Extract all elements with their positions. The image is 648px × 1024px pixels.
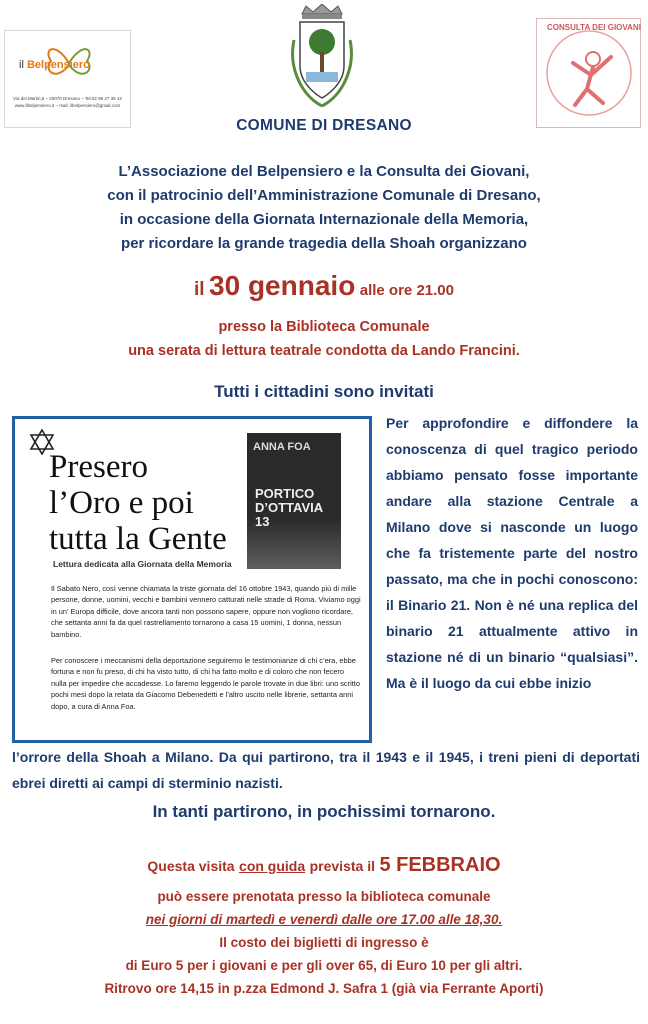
event-date: 30 gennaio [209,270,356,301]
invite-heading: Tutti i cittadini sono invitati [214,382,434,401]
tagline: In tanti partirono, in pochissimi tornarono. [152,802,496,821]
visit-line-1: può essere prenotata presso la biblioteca comunale [157,889,491,904]
body-full-text: l’orrore della Shoah a Milano. Da qui partirono, tra il 1943 e il 1945, i treni pieni di deportati ebrei diretti ai campi di sterminio nazisti. [12,749,640,791]
visit-details [0,885,648,1000]
intro-paragraph: L’Associazione del Belpensiero e la Consulta dei Giovani, con il patrocinio dell’Amministrazione Comunale di Dresano, in occasione della Giornata Internazionale della Memoria, per ricordare la grande tragedia della Shoah organizzano [107,163,541,252]
event-venue: presso la Biblioteca Comunale una serata di lettura teatrale condotta da Lando Francini. [128,319,520,359]
visit-guided: con guida [239,858,306,874]
event-date-line [0,270,648,302]
visit-pre: Questa visita [147,858,235,874]
cover-title: PORTICO D’OTTAVIA 13 [255,486,324,529]
visit-mid: prevista il [309,858,375,874]
belpensiero-brand: il Belpensiero [19,59,90,71]
visit-line-4: di Euro 5 per i giovani e per gli over 65, di Euro 10 per gli altri. [125,958,523,973]
belpensiero-logo [4,30,131,128]
comune-heading: COMUNE DI DRESANO [236,117,412,134]
visit-line-5: Ritrovo ore 14,15 in p.zza Edmond J. Safra 1 (già via Ferrante Aporti) [104,981,544,996]
consulta-giovani-logo [536,18,641,128]
consulta-emblem-icon [543,23,635,123]
consulta-name: CONSULTA DEI GIOVANI [547,23,641,32]
event-time: alle ore 21.00 [359,282,454,299]
body-side-text: Per approfondire e diffondere la conoscenza di quel tragico periodo abbiamo pensato fosse importante andare alla stazione Centrale a Milano dove si nasconde un luogo che fa tristemente parte del nostro passato, ma che in pochi conoscono: il Binario 21. Non è né una replica del binario 21 attualmente attivo in stazione né di un binario “qualsiasi”. Ma è il luogo da cui ebbe inizio [386,415,638,691]
book-subtitle: Lettura dedicata alla Giornata della Memoria [53,559,232,569]
cover-author: ANNA FOA [253,441,311,453]
book-cover-image [247,433,341,569]
book-title: Presero l’Oro e poi tutta la Gente [49,449,227,557]
visit-date: 5 FEBBRAIO [379,854,501,876]
dresano-coat-of-arms [286,4,358,114]
book-paragraph-1: Il Sabato Nero, così venne chiamata la triste giornata del 16 ottobre 1943, quando più di mille persone, donne, uomini, vecchi e bambini vennero catturati nelle strade di Roma. Viviamo oggi in un’ Europa difficile, dove ancora tanti non possono sapere, oppure non vogliono ricordare, che settanta anni fa da quel rastrellamento tornarono a casa 15 uomini, 1 donna, nessun bambino. [51,584,361,639]
book-flyer [12,416,372,743]
visit-line-2: nei giorni di martedì e venerdì dalle ore 17.00 alle 18,30. [145,912,503,927]
book-paragraph-2: Per conoscere i meccanismi della deportazione seguiremo le testimonianze di chi c’era, ebbe fortuna e non fu preso, di chi ha visto tutto, di chi ha fatto molto e di coloro che non fecero nulla per impedire che accadesse. Lo faremo leggendo le parole trovate in due libri: uno scritto pochi mesi dopo la retata da Giacomo Debenedetti e l’altro uscito nelle librerie, settanta anni dopo, a cura di Anna Foa. [51,656,360,711]
event-date-prefix: il [194,279,205,300]
belpensiero-address: Via dei Martiri,6 – 20070 Dresano – Tel.02 98 27 35 12 www.ilbelpensiero.it – mail: ilbelpensiero@gmail.com [13,96,122,108]
visit-line-3: Il costo dei biglietti di ingresso è [219,935,429,950]
visit-heading [0,854,648,877]
